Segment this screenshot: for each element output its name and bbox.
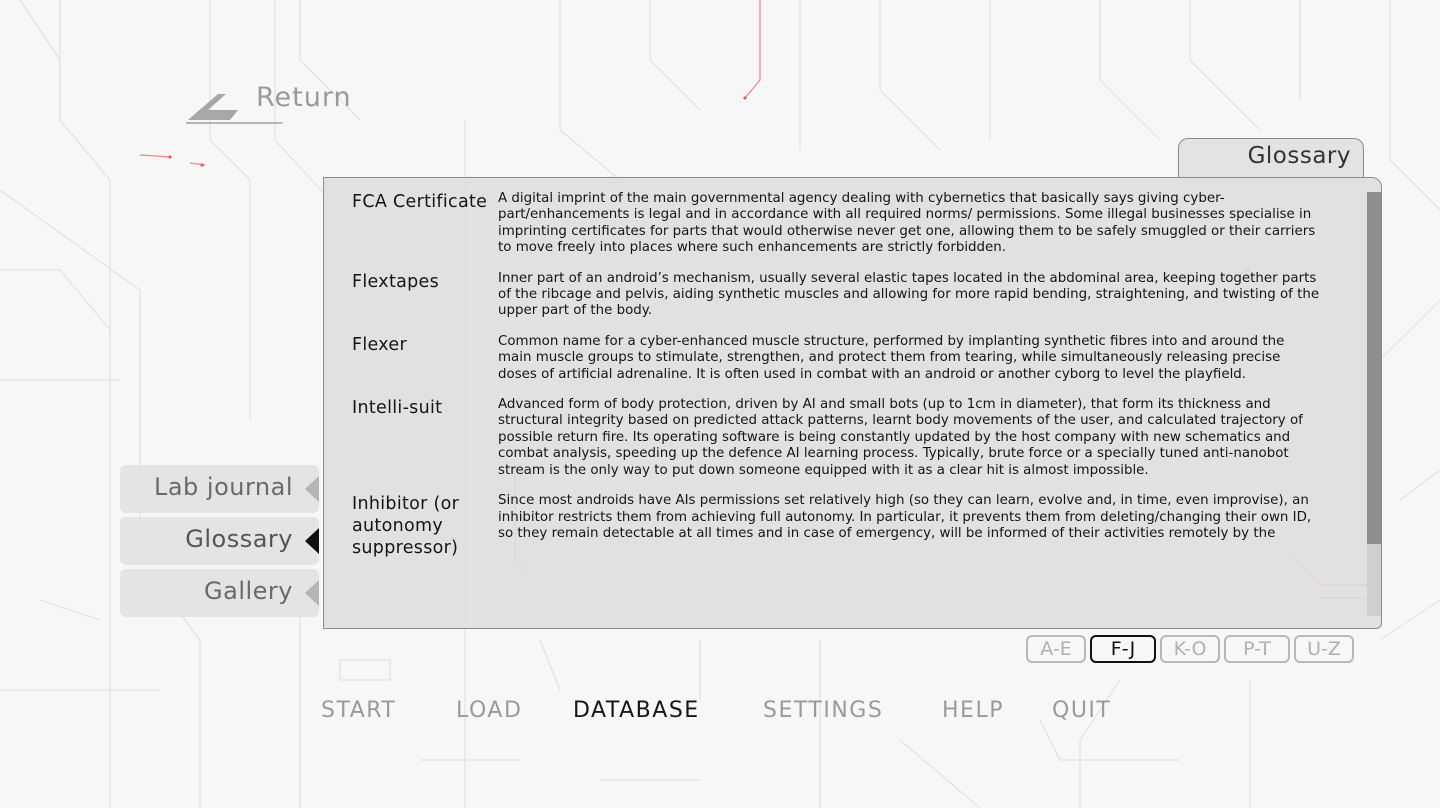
glossary-entry bbox=[324, 493, 1364, 559]
range-tab-p-t[interactable]: P-T bbox=[1224, 635, 1290, 663]
side-menu-lab-journal[interactable] bbox=[120, 465, 319, 513]
chevron-left-icon bbox=[305, 476, 319, 502]
glossary-definition: Since most androids have AIs permissions set relatively high (so they can learn, evolve and, in time, even improvise), an inhibitor restricts them from achieving full autonomy. In particular, it prevents them from deleting/changing their own ID, so they remain detectable at all times and in case of emergency, will be informed of their activities remotely by the bbox=[498, 493, 1312, 541]
side-menu-glossary[interactable] bbox=[120, 517, 319, 565]
panel-title: Glossary bbox=[1247, 143, 1351, 169]
glossary-entry bbox=[324, 271, 1364, 320]
range-tab-u-z[interactable]: U-Z bbox=[1294, 635, 1354, 663]
glossary-term: Flexer bbox=[352, 334, 407, 355]
return-button[interactable] bbox=[186, 82, 396, 126]
glossary-term: Flextapes bbox=[352, 271, 440, 292]
glossary-entries bbox=[324, 191, 1364, 573]
nav-help[interactable]: HELP bbox=[942, 698, 1004, 723]
glossary-entry bbox=[324, 191, 1364, 257]
glossary-definition: Common name for a cyber-enhanced muscle structure, performed by implanting synthetic fibres into and around the main muscle groups to stimulate, strengthen, and protect them from tearing, while simultaneously releasing precise doses of artificial adrenaline. It is often used in combat with an android or another cyborg to level the playfield. bbox=[498, 333, 1285, 382]
nav-load[interactable]: LOAD bbox=[456, 698, 523, 723]
side-menu-gallery[interactable] bbox=[120, 569, 319, 617]
glossary-term: Inhibitor (or autonomy suppressor) bbox=[352, 494, 460, 559]
glossary-entry bbox=[324, 397, 1364, 479]
nav-database[interactable]: DATABASE bbox=[573, 698, 700, 723]
glossary-entry bbox=[324, 334, 1364, 383]
glossary-definition: A digital imprint of the main governmental agency dealing with cybernetics that basically says giving cyber-part/enhancements is legal and in accordance with all required norms/ permissions. Some illegal businesses specialise in imprinting certificates for parts that would otherwise never get one, allowing them to be safely smuggled or their carriers to move freely into places where such enhancements are strictly forbidden. bbox=[498, 191, 1316, 256]
glossary-definition: Inner part of an android’s mechanism, usually several elastic tapes located in the abdominal area, keeping together parts of the ribcage and pelvis, aiding synthetic muscles and allowing for more rapid bending, straightening, and twisting of the upper part of the body. bbox=[498, 270, 1320, 319]
glossary-term: Intelli-suit bbox=[352, 398, 443, 419]
range-tab-f-j[interactable]: F-J bbox=[1090, 635, 1156, 663]
side-menu-label: Lab journal bbox=[153, 473, 293, 501]
nav-settings[interactable]: SETTINGS bbox=[763, 698, 884, 723]
panel-title-tab bbox=[1178, 138, 1364, 177]
glossary-definition: Advanced form of body protection, driven by AI and small bots (up to 1cm in diameter), that form its thickness and structural integrity based on predicted attack patterns, learnt body movements of the user, and calculated trajectory of possible return fire. Its operating software is being constantly updated by the host company with new schematics and combat analysis, speeding up the defence AI learning process. Typically, brute force or a specially tuned anti-nanobot stream is the only way to put down someone equipped with it as a clear hit is almost impossible. bbox=[498, 397, 1303, 478]
glossary-term: FCA Certificate bbox=[352, 192, 488, 212]
return-label: Return bbox=[256, 82, 352, 113]
range-tab-k-o[interactable]: K-O bbox=[1160, 635, 1220, 663]
letter-range-tabs bbox=[1026, 635, 1354, 663]
glossary-panel[interactable] bbox=[323, 177, 1382, 629]
side-menu-label: Gallery bbox=[204, 577, 293, 605]
side-menu-label: Glossary bbox=[185, 525, 293, 553]
nav-quit[interactable]: QUIT bbox=[1052, 698, 1112, 723]
chevron-left-icon bbox=[305, 580, 319, 606]
range-tab-a-e[interactable]: A-E bbox=[1026, 635, 1086, 663]
chevron-left-icon bbox=[305, 528, 319, 554]
nav-start[interactable]: START bbox=[321, 698, 397, 723]
scrollbar-thumb[interactable] bbox=[1367, 192, 1381, 544]
